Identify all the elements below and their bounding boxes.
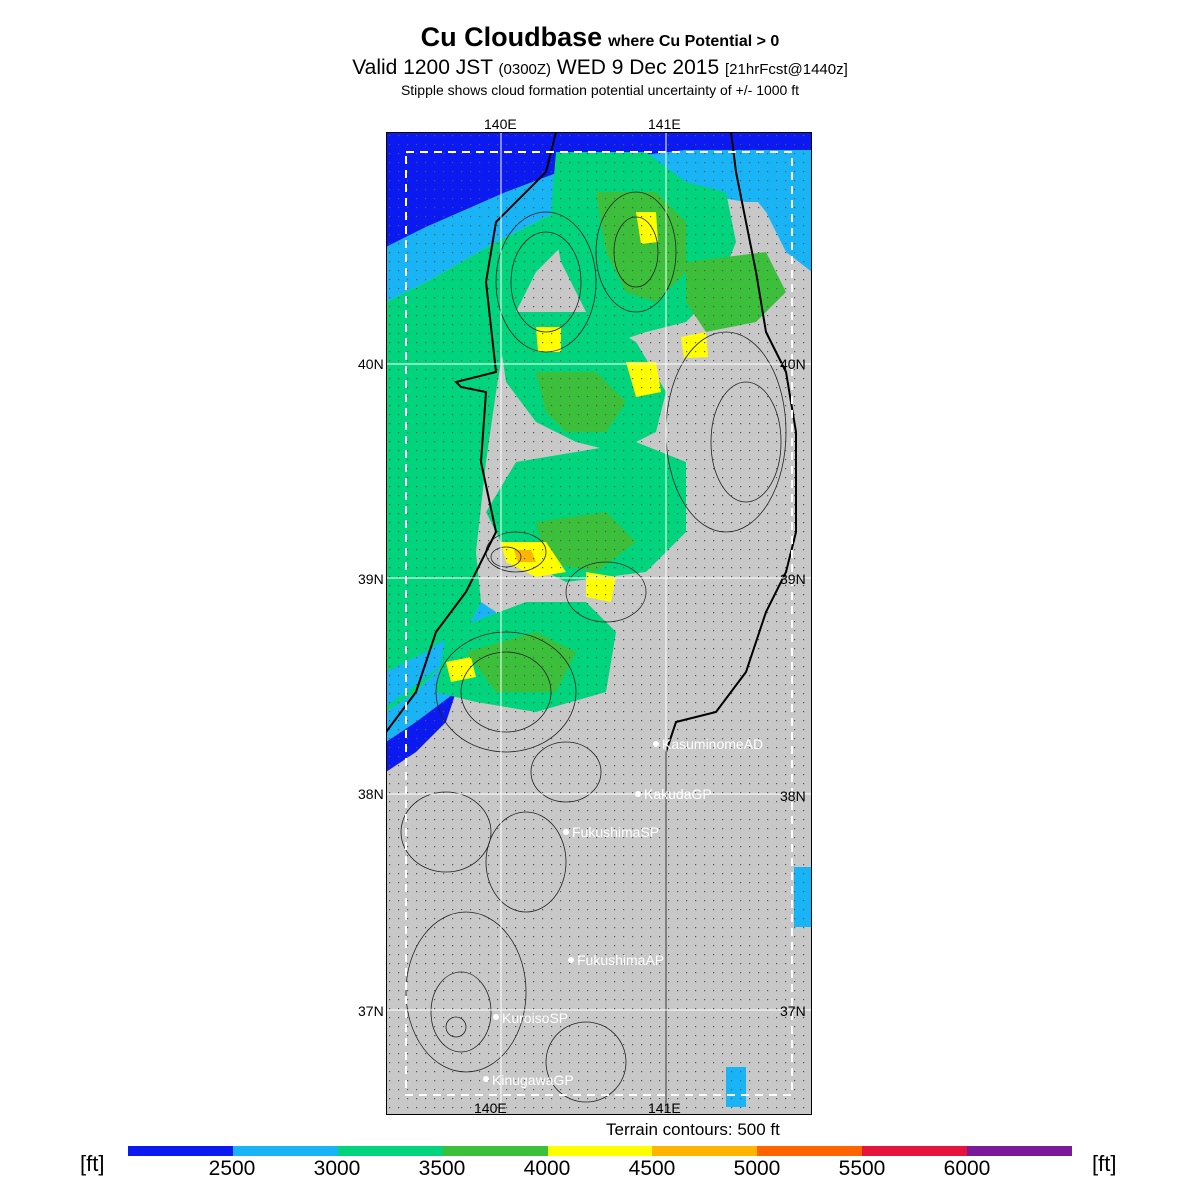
- lat-left-39: 39N: [358, 571, 384, 587]
- forecast-info: [21hrFcst@1440z]: [725, 61, 848, 78]
- lon-bottom-140: 140E: [474, 1100, 507, 1116]
- lat-right-40: 40N: [780, 356, 806, 372]
- station-dot-kakuda: [635, 791, 641, 797]
- colorbar-tick: 6000: [943, 1157, 991, 1180]
- colorbar-swatch: [757, 1146, 862, 1156]
- terrain-contour-note: Terrain contours: 500 ft: [606, 1120, 780, 1139]
- station-dot-kasuminome: [653, 741, 659, 747]
- lat-right-39: 39N: [780, 571, 806, 587]
- colorbar-swatch: [967, 1146, 1072, 1156]
- lat-right-37: 37N: [780, 1003, 806, 1019]
- valid-date: WED 9 Dec 2015: [556, 56, 720, 79]
- colorbar-tick: 5500: [838, 1157, 886, 1180]
- station-label-fukushima-sp: FukushimaSP: [572, 824, 660, 840]
- valid-time-line: [0, 56, 1200, 80]
- colorbar-tick: 4000: [523, 1157, 571, 1180]
- station-label-fukushima-ap: FukushimaAP: [577, 952, 665, 968]
- lat-left-38: 38N: [358, 786, 384, 802]
- lon-top-140: 140E: [484, 116, 517, 132]
- title-qualifier: where Cu Potential > 0: [608, 33, 780, 50]
- colorbar-unit-right: [ft]: [1092, 1151, 1117, 1176]
- lat-right-38: 38N: [780, 788, 806, 804]
- valid-utc: (0300Z): [498, 61, 552, 78]
- colorbar-swatch: [338, 1146, 443, 1156]
- lat-left-40: 40N: [358, 356, 384, 372]
- chart-title: [0, 22, 1200, 53]
- colorbar-tick: 2500: [208, 1157, 256, 1180]
- colorbar-tick: 4500: [628, 1157, 676, 1180]
- station-dot-fukushima-sp: [563, 829, 569, 835]
- station-dot-kinugawa: [483, 1076, 489, 1082]
- station-label-kasuminome: KasuminomeAD: [662, 736, 764, 752]
- lat-left-37: 37N: [358, 1003, 384, 1019]
- valid-prefix: Valid 1200 JST: [352, 56, 493, 79]
- colorbar-swatch: [548, 1146, 653, 1156]
- colorbar-swatch: [862, 1146, 967, 1156]
- colorbar-tick: 3500: [418, 1157, 466, 1180]
- station-label-kinugawa: KinugawaGP: [492, 1072, 574, 1088]
- colorbar-swatch: [128, 1146, 233, 1156]
- colorbar: [128, 1146, 1072, 1156]
- station-label-kakuda: KakudaGP: [644, 786, 712, 802]
- lon-bottom-141: 141E: [648, 1100, 681, 1116]
- colorbar-tick: 3000: [313, 1157, 361, 1180]
- station-label-kuroiso: KuroisoSP: [502, 1010, 569, 1026]
- colorbar-swatch: [443, 1146, 548, 1156]
- station-dot-kuroiso: [493, 1014, 499, 1020]
- station-dot-fukushima-ap: [568, 957, 574, 963]
- colorbar-tick: 5000: [733, 1157, 781, 1180]
- lon-top-141: 141E: [648, 116, 681, 132]
- colorbar-swatch: [652, 1146, 757, 1156]
- colorbar-swatch: [233, 1146, 338, 1156]
- colorbar-unit-left: [ft]: [80, 1151, 105, 1176]
- title-main-text: Cu Cloudbase: [420, 22, 603, 52]
- stipple-note: Stipple shows cloud formation potential uncertainty of +/- 1000 ft: [400, 82, 800, 98]
